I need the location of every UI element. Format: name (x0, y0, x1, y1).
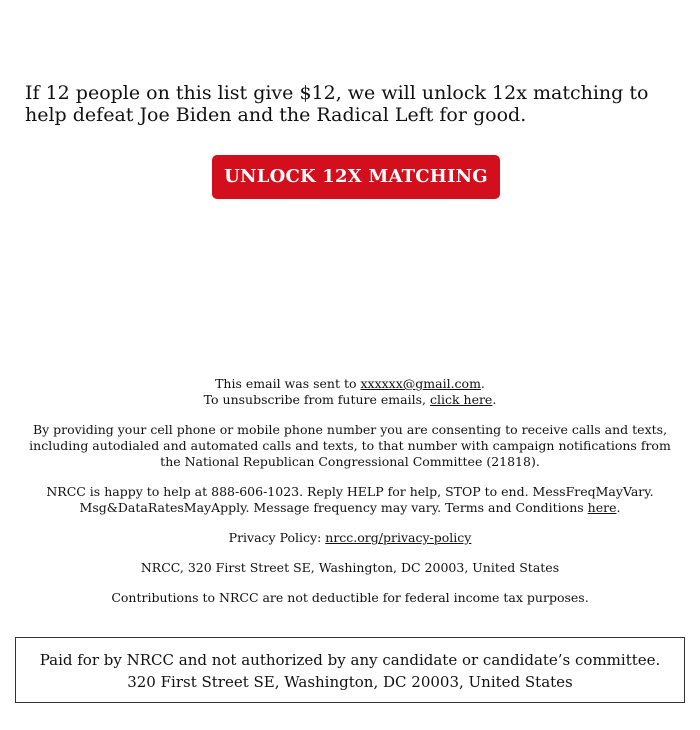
cta-container (0, 155, 700, 199)
help-text: NRCC is happy to help at 888-606-1023. Reply HELP for help, STOP to end. MessFreqMayVary. Msg&DataRatesMayApply. Message frequency may vary. Terms and Conditions (46, 484, 654, 515)
email-footer (20, 376, 680, 620)
tax-deductibility-note: Contributions to NRCC are not deductible for federal income tax purposes. (111, 590, 589, 605)
unsubscribe-suffix: . (492, 392, 497, 407)
recipient-notice (20, 376, 680, 408)
headline-text: If 12 people on this list give $12, we will unlock 12x matching to help defeat Joe Biden and the Radical Left for good. (25, 82, 649, 126)
paid-for-disclaimer: Paid for by NRCC and not authorized by any candidate or candidate’s committee. 320 First Street SE, Washington, DC 20003, United States (15, 637, 685, 703)
recipient-email-link[interactable]: xxxxxx@gmail.com (360, 376, 481, 391)
terms-suffix: . (616, 500, 621, 515)
privacy-notice (20, 530, 680, 546)
privacy-prefix: Privacy Policy: (228, 530, 326, 545)
help-notice (20, 484, 680, 516)
unsubscribe-prefix: To unsubscribe from future emails, (203, 392, 430, 407)
terms-link[interactable]: here (587, 500, 617, 515)
sent-prefix: This email was sent to (215, 376, 361, 391)
mailing-address: NRCC, 320 First Street SE, Washington, DC 20003, United States (140, 560, 560, 575)
unsubscribe-link[interactable]: click here (429, 392, 493, 407)
sms-consent-text: By providing your cell phone or mobile phone number you are consenting to receive calls and texts, including autodialed and automated calls and texts, to that number with campaign notifications from the National Republican Congressional Committee (21818). (29, 422, 671, 469)
sent-suffix: . (480, 376, 485, 391)
privacy-policy-link[interactable]: nrcc.org/privacy-policy (325, 530, 472, 545)
unlock-matching-button[interactable]: UNLOCK 12X MATCHING (212, 155, 500, 199)
